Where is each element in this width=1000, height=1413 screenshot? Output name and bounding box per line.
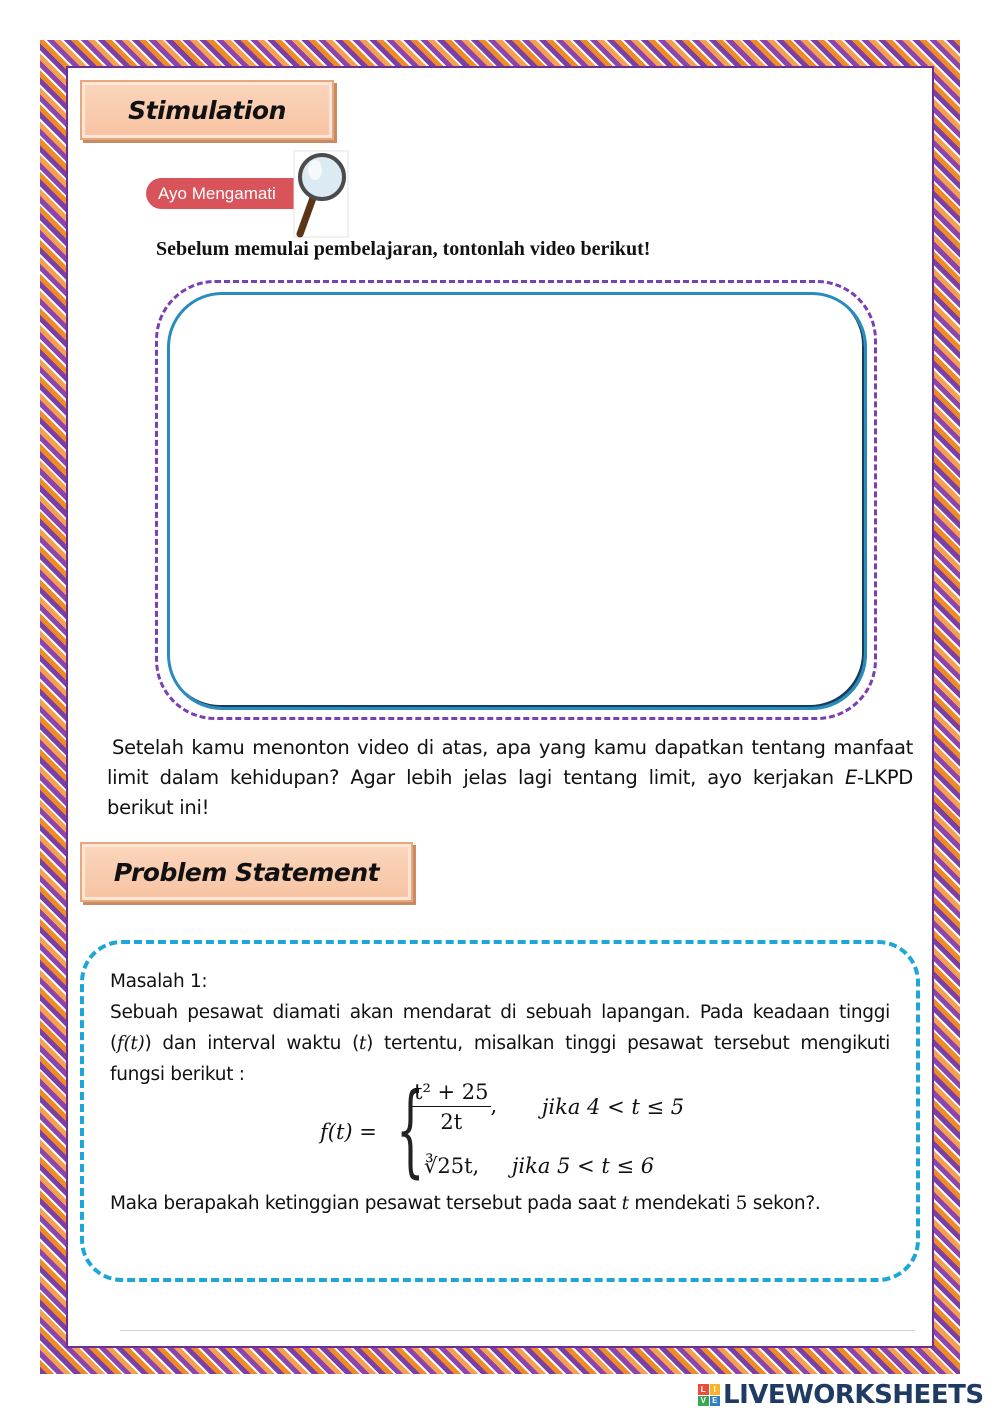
liveworksheets-watermark xyxy=(698,1380,984,1410)
paragraph-text: Setelah kamu menonton video di atas, apa yang kamu dapatkan tentang manfaat limit dalam kehidupan? Agar lebih jelas lagi tentang limit, ayo kerjakan xyxy=(107,736,913,789)
problem-body xyxy=(110,997,890,1090)
video-placeholder[interactable] xyxy=(167,292,867,710)
case-1-condition: jika 4 < t ≤ 5 xyxy=(541,1095,685,1119)
question-five: 5 xyxy=(735,1193,748,1214)
reflection-paragraph xyxy=(107,733,913,823)
case-1-separator: , xyxy=(490,1093,498,1118)
problem-statement-title: Problem Statement xyxy=(113,857,380,887)
formula-fraction xyxy=(412,1080,491,1134)
question-text-2: mendekati xyxy=(628,1193,736,1214)
logo-i: I xyxy=(710,1384,721,1395)
piecewise-formula xyxy=(320,1071,740,1188)
logo-e: E xyxy=(710,1396,721,1407)
problem-t: t xyxy=(359,1033,367,1054)
logo-l: L xyxy=(698,1384,709,1395)
stimulation-banner xyxy=(80,80,334,140)
problem-heading: Masalah 1: xyxy=(110,971,208,992)
fraction-numerator: t² + 25 xyxy=(412,1080,491,1107)
problem-description xyxy=(110,966,890,1090)
watermark-text: LIVEWORKSHEETS xyxy=(723,1380,984,1410)
stimulation-title: Stimulation xyxy=(128,95,286,125)
question-text-1: Maka berapakah ketinggian pesawat tersebut pada saat xyxy=(110,1193,622,1214)
case-2-condition: jika 5 < t ≤ 6 xyxy=(511,1154,655,1178)
problem-text-1: Sebuah pesawat diamati akan mendarat di sebuah lapangan. Pada keadaan tinggi ( xyxy=(110,1002,890,1054)
formula-case-2 xyxy=(424,1154,654,1178)
formula-case-1 xyxy=(412,1080,684,1134)
problem-question xyxy=(110,1188,890,1219)
ayo-mengamati-badge xyxy=(146,178,316,209)
formula-brace: { xyxy=(396,1071,425,1188)
logo-v: V xyxy=(698,1396,709,1407)
paragraph-text-end: -LKPD berikut ini! xyxy=(107,766,913,819)
problem-text-3: ) tertentu, misalkan tinggi pesawat tersebut mengikuti fungsi berikut : xyxy=(110,1033,890,1085)
problem-statement-banner xyxy=(80,842,413,902)
formula-lhs: f(t) = xyxy=(320,1120,377,1144)
magnifier-icon xyxy=(293,150,349,238)
badge-label: Ayo Mengamati xyxy=(158,183,276,203)
problem-text-2: ) dan interval waktu ( xyxy=(144,1033,359,1054)
question-t: t xyxy=(621,1193,629,1214)
paragraph-e-letter: E xyxy=(845,766,858,789)
liveworksheets-logo-icon xyxy=(698,1384,720,1406)
bottom-divider xyxy=(120,1330,915,1331)
problem-ft: f(t) xyxy=(116,1033,145,1054)
fraction-denominator: 2t xyxy=(440,1110,463,1134)
intro-instruction: Sebelum memulai pembelajaran, tontonlah video berikut! xyxy=(156,238,651,260)
case-2-expression: ∛25t, xyxy=(424,1154,480,1178)
question-text-3: sekon?. xyxy=(747,1193,821,1214)
